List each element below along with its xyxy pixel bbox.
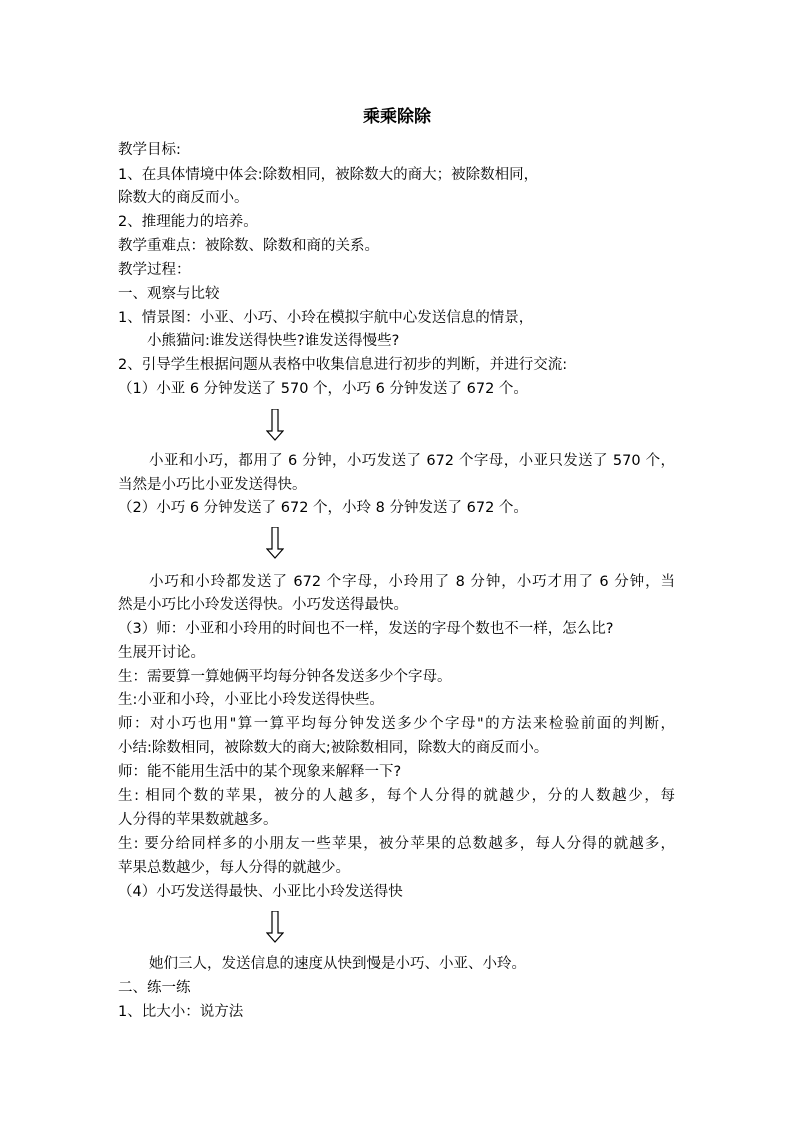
text-line: 生:小亚和小玲，小亚比小玲发送得快些。 <box>118 692 384 708</box>
text-line: （2）小巧 6 分钟发送了 672 个，小玲 8 分钟发送了 672 个。 <box>118 500 528 516</box>
text-line: 1、比大小：说方法 <box>118 1004 244 1020</box>
text-line: 2、引导学生根据问题从表格中收集信息进行初步的判断，并进行交流: <box>118 357 568 373</box>
text-line: （3）师：小亚和小玲用的时间也不一样，发送的字母个数也不一样，怎么比? <box>118 621 614 637</box>
text-line: 教学过程： <box>118 262 191 278</box>
text-line: 生: 相同个数的苹果，被分的人越多，每个人分得的就越少，分的人数越少，每 <box>118 788 675 804</box>
text-line: 当然是小巧比小亚发送得快。 <box>118 477 307 493</box>
down-arrow-icon <box>266 911 284 943</box>
text-line: 小熊猫问:谁发送得快些?谁发送得慢些? <box>147 333 400 349</box>
text-line: （1）小亚 6 分钟发送了 570 个，小巧 6 分钟发送了 672 个。 <box>118 381 528 397</box>
text-line: 生: 要分给同样多的小朋友一些苹果，被分苹果的总数越多，每人分得的就越多， <box>118 836 675 852</box>
document-title: 乘乘除除 <box>363 107 431 127</box>
text-line: 教学目标: <box>118 142 181 158</box>
text-line: 师：能不能用生活中的某个现象来解释一下? <box>118 764 402 780</box>
text-line: 小巧和小玲都发送了 672 个字母，小玲用了 8 分钟，小巧才用了 6 分钟，当 <box>149 574 675 590</box>
section-heading: 二、练一练 <box>118 980 191 996</box>
section-heading: 一、观察与比较 <box>118 286 220 302</box>
text-line: 小结:除数相同，被除数大的商大;被除数相同，除数大的商反而小。 <box>118 740 549 756</box>
text-line: 1、情景图：小亚、小巧、小玲在模拟宇航中心发送信息的情景， <box>118 310 534 326</box>
text-line: 她们三人，发送信息的速度从快到慢是小巧、小亚、小玲。 <box>149 956 526 972</box>
text-line: 2、推理能力的培养。 <box>118 214 258 230</box>
text-line: 然是小巧比小玲发送得快。小巧发送得最快。 <box>118 597 408 613</box>
text-line: 师：对小巧也用"算一算平均每分钟发送多少个字母"的方法来检验前面的判断， <box>118 716 675 732</box>
text-line: 教学重难点：被除数、除数和商的关系。 <box>118 238 379 254</box>
text-line: 1、在具体情境中体会:除数相同，被除数大的商大；被除数相同， <box>118 167 539 183</box>
text-line: 生：需要算一算她俩平均每分钟各发送多少个字母。 <box>118 669 452 685</box>
down-arrow-icon <box>266 527 284 559</box>
text-line: 生展开讨论。 <box>118 645 205 661</box>
text-line: 小亚和小巧，都用了 6 分钟，小巧发送了 672 个字母，小亚只发送了 570 个， <box>149 453 675 469</box>
down-arrow-icon <box>266 409 284 441</box>
text-line: （4）小巧发送得最快、小亚比小玲发送得快 <box>118 884 403 900</box>
text-line: 人分得的苹果数就越多。 <box>118 812 278 828</box>
text-line: 苹果总数越少，每人分得的就越少。 <box>118 860 350 876</box>
text-line: 除数大的商反而小。 <box>118 190 249 206</box>
